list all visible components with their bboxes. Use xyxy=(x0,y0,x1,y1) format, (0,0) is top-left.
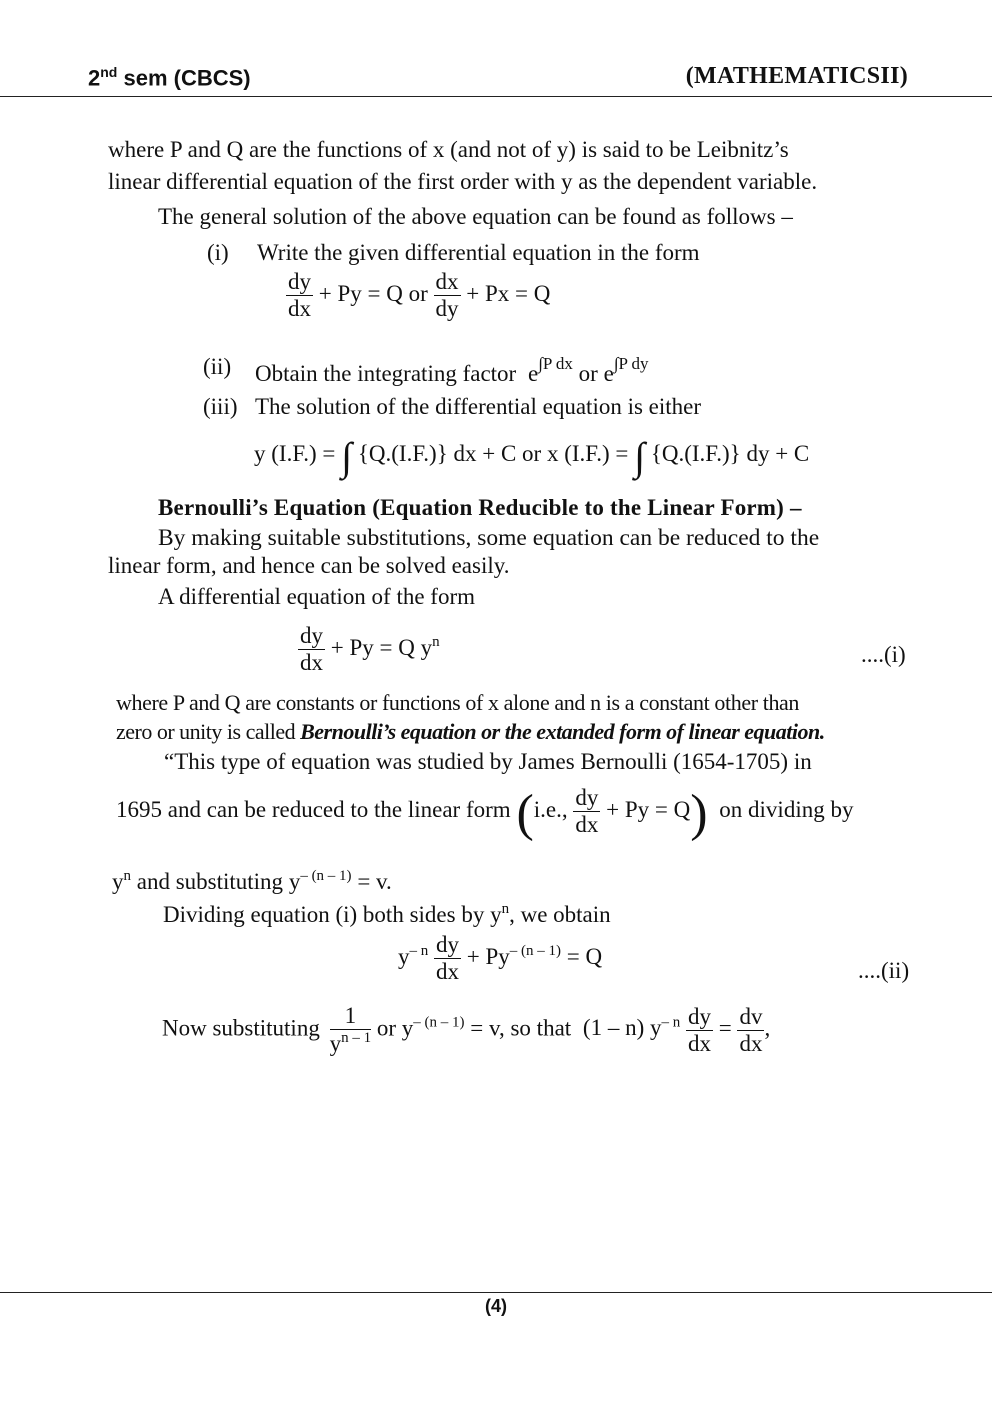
para4-line1: “This type of equation was studied by James Bernoulli (1654-1705) in xyxy=(164,749,812,774)
step1-equation: $\frac{dy}{dx}$ + Py = Q or $\frac{dx}{dy}$ + Px = Q xyxy=(288,269,551,322)
step3-label: (iii) xyxy=(203,394,238,419)
page-number: (4) xyxy=(485,1296,507,1316)
header-rule xyxy=(0,96,992,97)
step1-text: Write the given differential equation in the form xyxy=(257,240,700,265)
integral-sign: ∫ xyxy=(634,434,646,479)
bernoulli-heading: Bernoulli’s Equation (Equation Reducible to the Linear Form) – xyxy=(158,495,802,520)
step3-text: The solution of the differential equation is either xyxy=(255,394,702,419)
para3-line1: where P and Q are constants or functions of x alone and n is a constant other than xyxy=(116,690,800,715)
step2-label: (ii) xyxy=(203,354,232,379)
substitution-line: Now substituting $\frac{1}{y^{n - 1}}$ or $y^{- (n - 1)} = v$, so that (1 – n) $y^{- n}$ $\frac{dy}{dx}$ = $\frac{dv}{dx}$ , xyxy=(162,1003,771,1057)
form-intro: A differential equation of the form xyxy=(158,584,476,609)
para4-line2: 1695 and can be reduced to the linear form (i.e., $\frac{dy}{dx}$ + Py = Q) on dividing by xyxy=(116,784,854,842)
header-subject: (MATHEMATICSII) xyxy=(685,63,908,89)
equation-2: $y^{- n}$ $\frac{dy}{dx}$ + $Py^{- (n - 1)} = Q$ xyxy=(398,932,603,985)
equation-1-tag: ....(i) xyxy=(861,642,906,667)
integral-sign: ∫ xyxy=(341,434,353,479)
equation-2-tag: ....(ii) xyxy=(858,958,910,983)
fraction-dy-dx: $\frac{dy}{dx}$ xyxy=(288,269,311,322)
para1-line2: linear differential equation of the first order with y as the dependent variable. xyxy=(108,169,818,194)
fraction-dx-dy: $\frac{dx}{dy}$ xyxy=(435,269,459,322)
equation-1: $\frac{dy}{dx}$ + Py = Q $y^n$ xyxy=(300,623,440,676)
step3-equation: y (I.F.) = ∫ {Q.(I.F.)} dx + C or x (I.F.) = ∫ {Q.(I.F.)} dy + C xyxy=(254,434,810,479)
para1-line1: where P and Q are the functions of x (and not of y) is said to be Leibnitz’s xyxy=(108,137,789,162)
para4-line3: $y^n$ and substituting $y^{- (n - 1)} = v$. xyxy=(112,868,392,894)
footer-rule xyxy=(0,1292,992,1293)
step1-label: (i) xyxy=(207,240,229,265)
para2-line1: By making suitable substitutions, some equation can be reduced to the xyxy=(158,525,820,551)
step2-line: Obtain the integrating factor $e^{\int P dx}$ or $e^{\int P dy}$ xyxy=(255,354,649,386)
header-semester: 2nd sem (CBCS) xyxy=(88,64,251,91)
dividing-line: Dividing equation (i) both sides by $y^n$, we obtain xyxy=(163,901,611,927)
para3-line2: zero or unity is called Bernoulli’s equation or the extanded form of linear equation. xyxy=(116,719,825,744)
general-solution-line: The general solution of the above equation can be found as follows – xyxy=(158,204,793,229)
para2-line2: linear form, and hence can be solved easily. xyxy=(108,553,510,578)
